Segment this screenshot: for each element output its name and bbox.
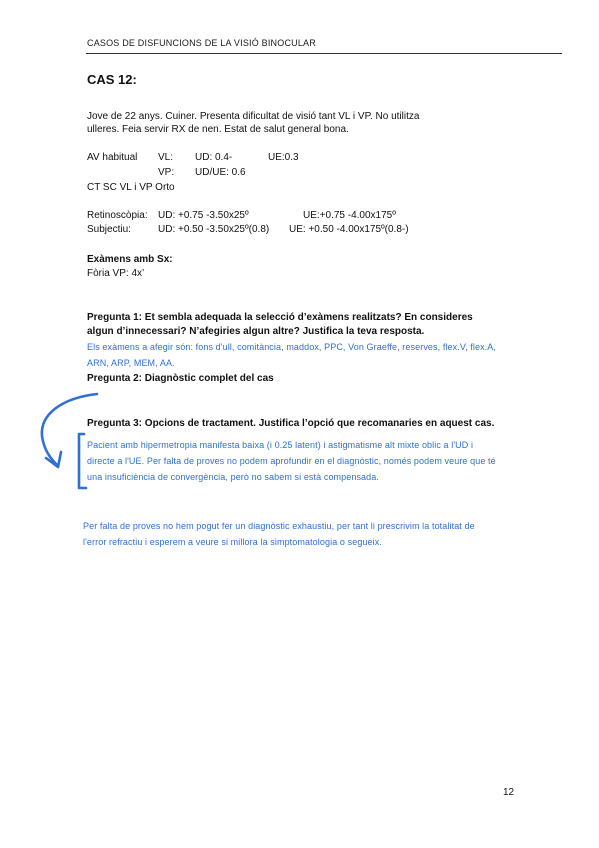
answer-3-line-3: una insuficiència de convergència, però no sabem si està compensada. [87,472,379,482]
cover-test: CT SC VL i VP Orto [87,182,175,193]
av-vl-label: VL: [158,152,174,163]
subjective-label: Subjectiu: [87,224,131,235]
av-vp-label: VP: [158,167,175,178]
answer-3-extra-line-2: l'error refractiu i esperem a veure si millora la simptomatologia o segueix. [83,537,382,547]
answer-1-line-1: Els exàmens a afegir són: fons d'ull, comitància, maddox, PPC, Von Graeffe, reserves, flex.V, flex.A, [87,342,497,352]
question-2: Pregunta 2: Diagnòstic complet del cas [87,373,274,384]
question-1-line-2: algun d’innecessari? N’afegiries algun altre? Justifica la teva resposta. [87,326,425,337]
answer-3-line-1: Pacient amb hipermetropia manifesta baixa (i 0.25 latent) i astigmatisme alt mixte oblic a l'UD i [87,440,474,450]
bracket-annotation [79,434,86,488]
answer-1-line-2: ARN, ARP, MEM, AA. [87,358,175,368]
retinoscopy-ud: UD: +0.75 -3.50x25º [158,210,249,221]
case-title: CAS 12: [87,72,137,87]
case-description-line-2: ulleres. Feia servir RX de nen. Estat de salut general bona. [87,124,349,135]
retinoscopy-ue: UE:+0.75 -4.00x175º [303,210,396,221]
answer-3-extra-line-1: Per falta de proves no hem pogut fer un diagnòstic exhaustiu, per tant li prescrivim la totalitat de [83,521,475,531]
av-vl-ue: UE:0.3 [268,152,299,163]
running-header: CASOS DE DISFUNCIONS DE LA VISIÓ BINOCULAR [87,38,316,48]
subjective-ud: UD: +0.50 -3.50x25º(0.8) [158,224,270,235]
case-description-line-1: Jove de 22 anys. Cuiner. Presenta dificultat de visió tant VL i VP. No utilitza [87,111,420,122]
exams-title: Exàmens amb Sx: [87,254,173,265]
question-3: Pregunta 3: Opcions de tractament. Justifica l’opció que recomanaries en aquest cas. [87,418,495,429]
av-label: AV habitual [87,152,138,163]
answer-3-line-2: directe a l'UE. Per falta de proves no podem aprofundir en el diagnòstic, només podem veure que té [87,456,496,466]
question-1-line-1: Pregunta 1: Et sembla adequada la selecció d’exàmens realitzats? En consideres [87,312,473,323]
page-number: 12 [503,787,515,798]
av-vl-ud: UD: 0.4- [195,152,233,163]
retinoscopy-label: Retinoscòpia: [87,210,148,221]
curved-arrow-annotation [42,394,97,466]
av-vp-value: UD/UE: 0.6 [195,167,246,178]
foria-value: Fòria VP: 4x’ [87,268,145,279]
subjective-ue: UE: +0.50 -4.00x175º(0.8-) [289,224,409,235]
